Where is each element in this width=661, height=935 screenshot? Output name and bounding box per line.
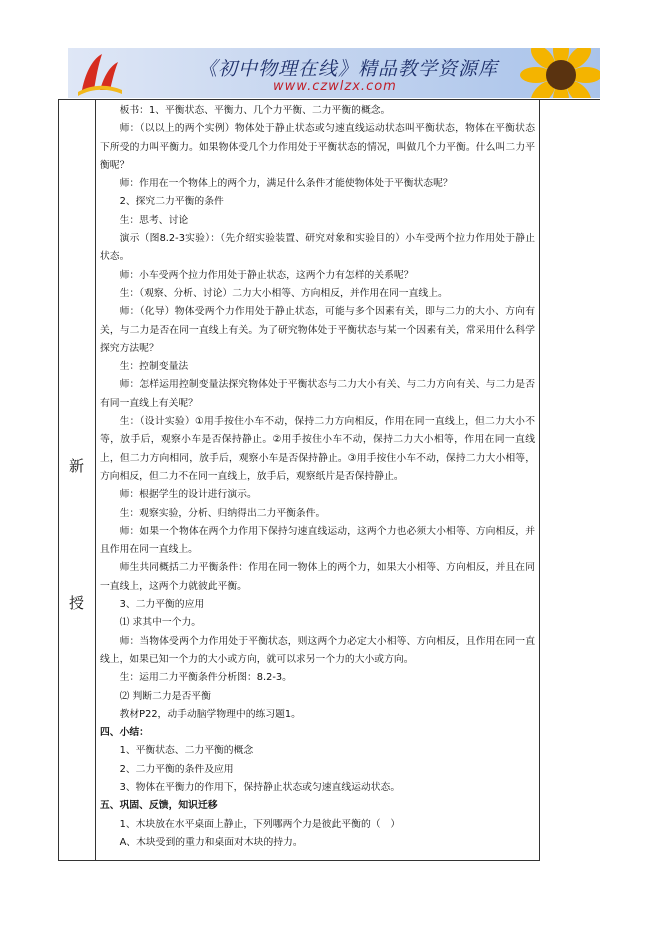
side-label-top: 新 — [69, 457, 85, 475]
lesson-paragraph: 师：（以以上的两个实例）物体处于静止状态或匀速直线运动状态叫平衡状态，物体在平衡状态下所受的力叫平衡力。如果物体受几个力作用处于平衡状态的情况，叫做几个力平衡。什么叫二力平衡呢？ — [100, 123, 535, 171]
lesson-paragraph: 3、二力平衡的应用 — [119, 599, 205, 611]
lesson-paragraph: 生：观察实验，分析、归纳得出二力平衡条件。 — [119, 507, 326, 519]
lesson-table — [58, 99, 540, 861]
lesson-paragraph: 师：（化导）物体受两个力作用处于静止状态，可能与多个因素有关，即与二力的大小、方向有关，与二力是否在同一直线上有关。为了研究物体处于平衡状态与某一个因素有关，常采用什么科学探究方法呢？ — [100, 306, 535, 354]
lesson-paragraph: 师：怎样运用控制变量法探究物体处于平衡状态与二力大小有关、与二力方向有关、与二力是否有同一直线上有关呢？ — [100, 379, 535, 409]
banner-title: 《初中物理在线》精品教学资源库 — [198, 58, 499, 80]
side-label-bottom: 授 — [69, 594, 85, 612]
lesson-paragraph: 生：（观察、分析、讨论）二力大小相等、方向相反，并作用在同一直线上。 — [119, 287, 448, 299]
lesson-paragraph: 1、平衡状态、二力平衡的概念 — [119, 745, 254, 757]
lesson-paragraph: 师：作用在一个物体上的两个力，满足什么条件才能使物体处于平衡状态呢？ — [119, 178, 453, 190]
lesson-paragraph: 师：如果一个物体在两个力作用下保持匀速直线运动，这两个力也必须大小相等、方向相反，并且作用在同一直线上。 — [100, 525, 535, 556]
lesson-paragraph: ⑵ 判断二力是否平衡 — [119, 690, 211, 702]
lesson-paragraph: 师：根据学生的设计进行演示。 — [119, 489, 257, 501]
table-top-extension-line — [540, 99, 600, 100]
lesson-paragraph: 演示（图8.2-3实验）：（先介绍实验装置、研究对象和实验目的）小车受两个拉力作用处于静止状态。 — [100, 233, 535, 263]
lesson-paragraph: 生：（设计实验）①用手按住小车不动，保持二力方向相反，作用在同一直线上，但二力大小不等，放手后，观察小车是否保持静止。②用手按住小车不动，保持二力大小相等，作用在同一直线上，但二力方向相同，放手后，观察小车是否保持静止。③用手按住小车不动，保持二力大小相等，方向相反，但二力不在同一直线上，放手后，观察纸片是否保持静止。 — [100, 416, 535, 482]
lesson-paragraph: 3、物体在平衡力的作用下，保持静止状态或匀速直线运动状态。 — [119, 781, 401, 793]
lesson-paragraph: 五、巩固、反馈，知识迁移 — [100, 800, 218, 812]
lesson-paragraph: ⑴ 求其中一个力。 — [119, 617, 202, 629]
lesson-paragraph: A、木块受到的重力和桌面对木块的持力。 — [119, 836, 303, 848]
lesson-paragraph: 师：当物体受两个力作用处于平衡状态，则这两个力必定大小相等、方向相反，且作用在同一直线上，如果已知一个力的大小或方向，就可以求另一个力的大小或方向。 — [100, 635, 535, 665]
lesson-paragraph: 2、二力平衡的条件及应用 — [119, 763, 234, 775]
lesson-content — [100, 102, 535, 852]
lesson-paragraph: 师：小车受两个拉力作用处于静止状态，这两个力有怎样的关系呢？ — [119, 269, 414, 281]
lesson-paragraph: 四、小结： — [100, 727, 149, 739]
lesson-paragraph: 生：控制变量法 — [119, 361, 189, 373]
column-divider — [95, 100, 96, 860]
header-banner — [68, 48, 600, 98]
sunflower-icon — [516, 48, 600, 98]
lesson-paragraph: 2、探究二力平衡的条件 — [119, 196, 224, 208]
banner-url: www.czwlzx.com — [273, 79, 397, 94]
lesson-paragraph: 板书：1、平衡状态、平衡力、几个力平衡、二力平衡的概念。 — [119, 105, 391, 116]
lesson-paragraph: 教材P22，动手动脑学物理中的练习题1。 — [119, 708, 301, 720]
lesson-paragraph: 师生共同概括二力平衡条件：作用在同一物体上的两个力，如果大小相等、方向相反，并且在同一直线上，这两个力就彼此平衡。 — [100, 562, 535, 592]
site-logo-icon — [74, 50, 124, 96]
lesson-paragraph: 生：运用二力平衡条件分析图：8.2-3。 — [119, 672, 292, 684]
lesson-paragraph: 1、木块放在水平桌面上静止，下列哪两个力是彼此平衡的（ ） — [119, 818, 401, 830]
lesson-paragraph: 生：思考、讨论 — [119, 214, 189, 226]
